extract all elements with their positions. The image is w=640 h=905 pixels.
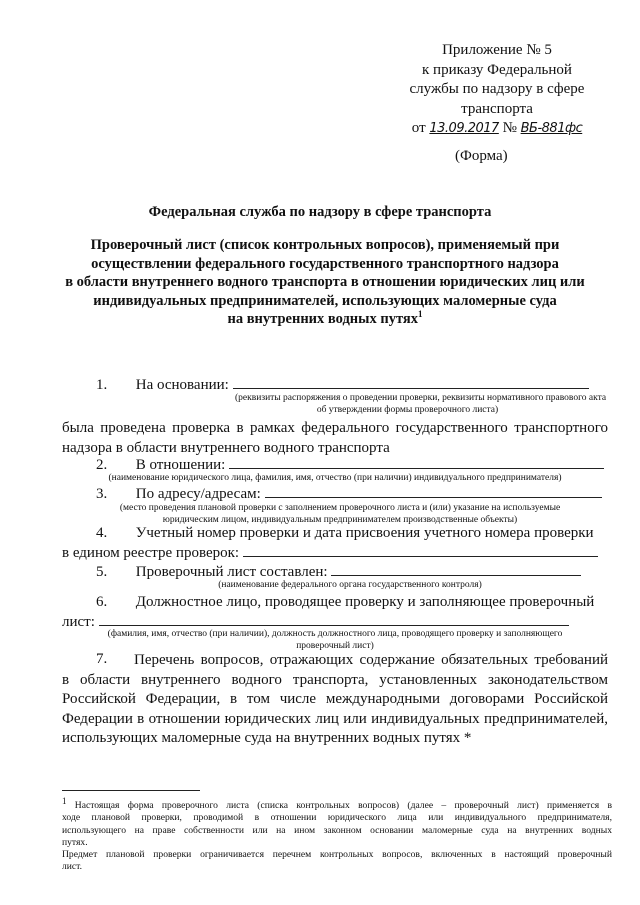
handwritten-date: 13.09.2017 <box>429 121 499 136</box>
item-4 <box>96 525 594 542</box>
item-label-cont: лист: <box>62 614 95 630</box>
para-line: Российской Федерации, в том числе международными договорами Российской <box>62 691 608 707</box>
hint-line: (наименование юридического лица, фамилия, имя, отчество (при наличии) индивидуального предпринимателя) <box>108 473 562 483</box>
title-line <box>60 310 590 329</box>
compiled-by-field[interactable] <box>331 562 581 576</box>
para-line: использующих маломерные суда на внутренних водных путях * <box>62 730 472 746</box>
hint-line: (фамилия, имя, отчество (при наличии), должность должностного лица, проводящего проверку и заполняющего <box>107 629 563 639</box>
subject-field[interactable] <box>229 455 604 469</box>
appendix-line: Приложение № 5 <box>442 42 552 58</box>
item-6-hint <box>62 628 608 652</box>
item-label: Проверочный лист составлен: <box>135 564 328 580</box>
title-line-text: на внутренних водных путях <box>227 311 418 327</box>
hint-line: проверочный лист) <box>296 641 374 651</box>
para-line: была проведена проверка в рамках федерального государственного транспортного <box>62 420 608 436</box>
form-label: (Форма) <box>455 148 508 164</box>
hint-line: об утверждении формы проверочного листа) <box>316 405 499 415</box>
para-line: Федерации в отношении юридических лиц или индивидуальных предпринимателей, <box>62 710 608 727</box>
item-label: Учетный номер проверки и дата присвоения учетного номера проверки <box>135 525 594 541</box>
footnote-line <box>62 795 612 812</box>
handwritten-number: ВБ-881фс <box>520 121 583 136</box>
item-6 <box>96 594 594 611</box>
item-number: 4. <box>96 525 108 541</box>
basis-field[interactable] <box>233 375 589 389</box>
appendix-line: к приказу Федеральной <box>422 61 572 78</box>
item-label: В отношении: <box>135 457 226 473</box>
footnote-separator <box>62 790 200 791</box>
footnote-mark: 1 <box>62 795 67 806</box>
item-number: 1. <box>96 377 108 393</box>
item-number: 6. <box>96 594 108 610</box>
item-5-hint <box>160 579 540 591</box>
inspector-field[interactable] <box>99 612 569 626</box>
item-1-hint <box>235 392 607 416</box>
footnote-text: Настоящая форма проверочного листа (списка контрольных вопросов) (далее – проверочный лист) применяется в <box>74 800 612 811</box>
item-number: 3. <box>96 486 108 502</box>
address-field[interactable] <box>265 484 602 498</box>
footnote-line: использующего на праве собственности или на ином законном основании маломерные суда на внутренних водных <box>62 824 612 836</box>
document-title <box>60 236 590 329</box>
title-line: Проверочный лист (список контрольных вопросов), применяемый при <box>90 237 560 253</box>
date-prefix: от <box>411 120 426 136</box>
item-label: Должностное лицо, проводящее проверку и заполняющее проверочный <box>135 594 595 610</box>
hint-line: (место проведения плановой проверки с заполнением проверочного листа и (или) указание на используемые <box>119 503 561 513</box>
appendix-line: транспорта <box>461 100 533 117</box>
footnote-line: лист. <box>62 861 83 873</box>
item-number: 2. <box>96 457 108 473</box>
footnote-line: Предмет плановой проверки ограничивается перечнем контрольных вопросов, включенных в настоящий проверочный <box>62 849 612 861</box>
item-label-cont: в едином реестре проверок: <box>62 545 240 561</box>
registry-number-field[interactable] <box>243 543 598 557</box>
number-sign: № <box>502 120 517 136</box>
para-line: в области внутреннего водного транспорта, установленных законодательством <box>62 671 608 688</box>
item-1-continuation <box>62 419 608 458</box>
para-line: Перечень вопросов, отражающих содержание обязательных требований <box>134 652 608 668</box>
footnote <box>62 795 612 874</box>
appendix-header <box>402 41 592 139</box>
title-line: индивидуальных предпринимателей, использующих маломерные суда <box>93 292 557 309</box>
agency-title: Федеральная служба по надзору в сфере транспорта <box>148 204 492 220</box>
footnote-line: путях. <box>62 836 88 848</box>
item-3-hint <box>90 502 590 526</box>
item-number: 5. <box>96 564 108 580</box>
footnote-line: ходе плановой проверки, проводимой в отношении юридического лица или индивидуального предпринимателя, <box>62 812 612 824</box>
item-number: 7. <box>96 651 108 667</box>
appendix-date-line <box>402 119 592 139</box>
item-3 <box>96 484 602 503</box>
item-2-hint <box>62 472 608 484</box>
hint-line: (наименование федерального органа государственного контроля) <box>218 580 482 590</box>
item-4-continuation <box>62 543 598 562</box>
hint-line: (реквизиты распоряжения о проведении проверки, реквизиты нормативного правового акта <box>235 393 607 403</box>
appendix-line: службы по надзору в сфере <box>409 81 585 97</box>
item-label: По адресу/адресам: <box>135 486 261 502</box>
footnote-ref: 1 <box>417 309 423 320</box>
title-line: осуществлении федерального государственного транспортного надзора <box>91 255 559 272</box>
item-label: На основании: <box>135 377 229 393</box>
title-line: в области внутреннего водного транспорта в отношении юридических лиц или <box>65 274 585 290</box>
para-line: надзора в области внутреннего водного транспорта <box>62 439 390 456</box>
hint-line: юридическим лицом, индивидуальным предпринимателем производственные объекты) <box>162 515 518 525</box>
item-7-text <box>62 651 608 749</box>
